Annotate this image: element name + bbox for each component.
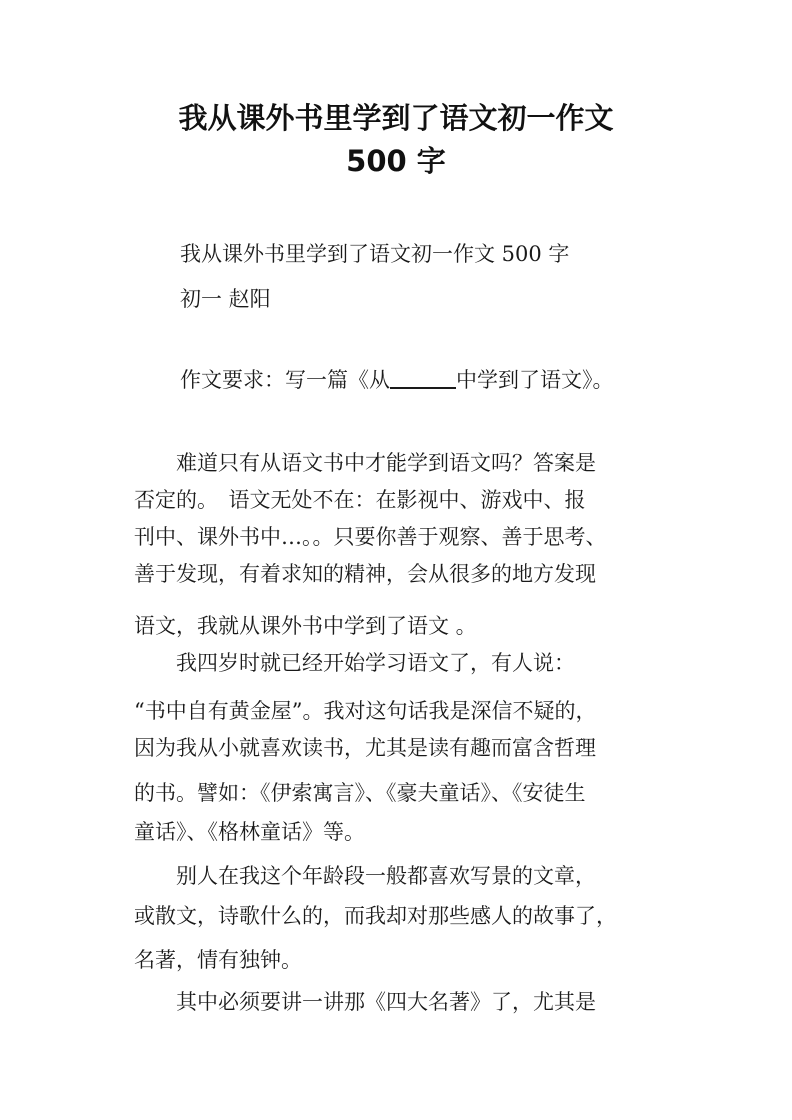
body-line: 否定的。 语文无处不在：在影视中、游戏中、报 (134, 488, 586, 512)
body-line: “书中自有黄金屋”。我对这句话我是深信不疑的， (134, 699, 597, 723)
body-line: 因为我从小就喜欢读书，尤其是读有趣而富含哲理 (134, 736, 596, 760)
body-line: 语文，我就从课外书中学到了语文 。 (134, 614, 477, 638)
body-line: 名著，情有独钟。 (134, 948, 302, 972)
body-line: 别人在我这个年龄段一般都喜欢写景的文章， (134, 864, 596, 888)
body-line: 我四岁时就已经开始学习语文了，有人说： (134, 651, 575, 675)
requirement-suffix: 中学到了语文》。 (456, 368, 614, 392)
writing-requirement (180, 366, 720, 394)
body-line: 刊中、课外书中…。。只要你善于观察、善于思考、 (134, 525, 607, 549)
author-line: 初一 赵阳 (180, 287, 271, 311)
body-line: 其中必须要讲一讲那《四大名著》了，尤其是 (134, 990, 596, 1014)
blank-underline (390, 367, 456, 389)
document-title-line-1: 我从课外书里学到了语文初一作文 (178, 101, 614, 135)
document-title-line-2: 500 字 (346, 144, 446, 178)
body-line: 的书。譬如：《伊索寓言》、《豪夫童话》、《安徒生 (134, 781, 586, 805)
body-line: 难道只有从语文书中才能学到语文吗？答案是 (134, 451, 596, 475)
body-line: 或散文，诗歌什么的，而我却对那些感人的故事了， (134, 904, 617, 928)
body-line: 善于发现，有着求知的精神，会从很多的地方发现 (134, 562, 596, 586)
requirement-prefix: 作文要求：写一篇《从 (180, 368, 390, 392)
body-line: 童话》、《格林童话》等。 (134, 820, 365, 844)
subtitle: 我从课外书里学到了语文初一作文 500 字 (180, 242, 570, 266)
